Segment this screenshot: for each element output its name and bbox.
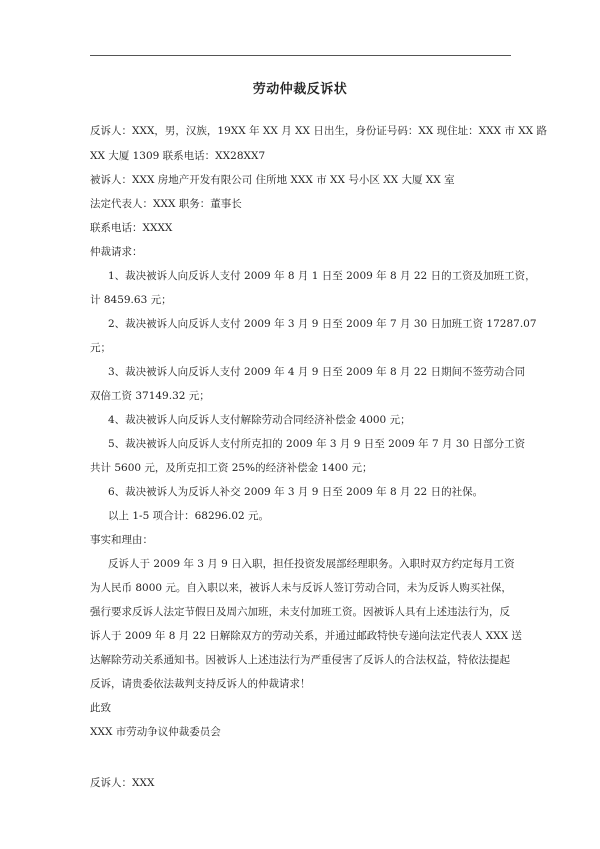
claims-heading: 仲裁请求：	[90, 246, 143, 258]
closing-salutation: 此致	[90, 702, 111, 714]
document-title: 劳动仲裁反诉状	[252, 82, 348, 97]
facts-line-2: 为人民币 8000 元。自入职以来，被诉人未与反诉人签订劳动合同，未为反诉人购买社保，	[90, 582, 512, 594]
claim-3-line-1: 3、裁决被诉人向反诉人支付 2009 年 4 月 9 日至 2009 年 8 月 22 日期间不签劳动合同	[108, 366, 526, 378]
claim-6-line-1: 6、裁决被诉人为反诉人补交 2009 年 3 月 9 日至 2009 年 8 月 22 日的社保。	[108, 486, 484, 498]
signature: 反诉人：XXX	[90, 777, 155, 789]
claim-5-line-2: 共计 5600 元，及所克扣工资 25%的经济补偿金 1400 元；	[90, 462, 373, 474]
claim-1-line-1: 1、裁决被诉人向反诉人支付 2009 年 8 月 1 日至 2009 年 8 月 22 日的工资及加班工资，	[108, 270, 536, 282]
respondent-phone: 联系电话：XXXX	[90, 222, 173, 234]
legal-representative: 法定代表人：XXX 职务：董事长	[90, 198, 242, 210]
claim-3-line-2: 双倍工资 37149.32 元；	[90, 390, 210, 402]
facts-line-4: 诉人于 2009 年 8 月 22 日解除双方的劳动关系，并通过邮政特快专递向法定代表人 XXX 送	[90, 630, 522, 642]
facts-heading: 事实和理由：	[90, 534, 153, 546]
claim-2-line-1: 2、裁决被诉人向反诉人支付 2009 年 3 月 9 日至 2009 年 7 月 30 日加班工资 17287.07	[108, 318, 537, 330]
claims-total: 以上 1-5 项合计：68296.02 元。	[108, 510, 270, 522]
facts-line-3: 强行要求反诉人法定节假日及周六加班，未支付加班工资。因被诉人具有上述违法行为，反	[90, 606, 510, 618]
claim-1-line-2: 计 8459.63 元；	[90, 294, 172, 306]
header-rule	[90, 55, 511, 56]
facts-line-1: 反诉人于 2009 年 3 月 9 日入职，担任投资发展部经理职务。入职时双方约定每月工资	[108, 558, 515, 570]
claimant-line-1: 反诉人：XXX，男，汉族，19XX 年 XX 月 XX 日出生，身份证号码：XX 现住址：XXX 市 XX 路	[90, 125, 547, 137]
addressee: XXX 市劳动争议仲裁委员会	[90, 726, 221, 738]
respondent-line: 被诉人：XXX 房地产开发有限公司 住所地 XXX 市 XX 号小区 XX 大厦 XX 室	[90, 174, 455, 186]
claim-4-line-1: 4、裁决被诉人向反诉人支付解除劳动合同经济补偿金 4000 元；	[108, 414, 411, 426]
facts-line-6: 反诉，请贵委依法裁判支持反诉人的仲裁请求！	[90, 678, 311, 690]
claim-2-line-2: 元；	[90, 342, 111, 354]
facts-line-5: 达解除劳动关系通知书。因被诉人上述违法行为严重侵害了反诉人的合法权益，特依法提起	[90, 654, 510, 666]
claimant-line-2: XX 大厦 1309 联系电话：XX28XX7	[90, 150, 266, 162]
claim-5-line-1: 5、裁决被诉人向反诉人支付所克扣的 2009 年 3 月 9 日至 2009 年 7 月 30 日部分工资	[108, 438, 526, 450]
